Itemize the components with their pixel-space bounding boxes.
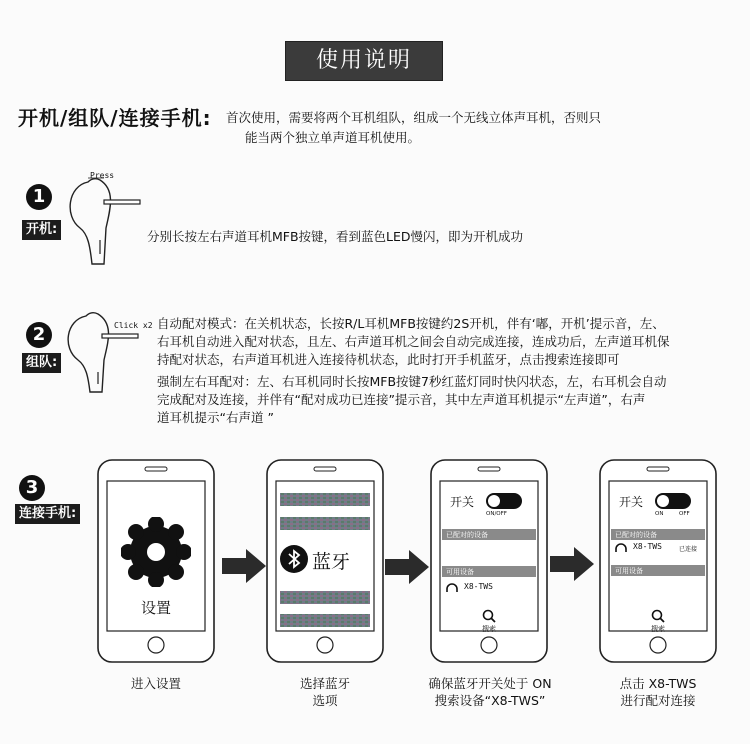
- device-item[interactable]: X8-TWS: [633, 542, 662, 551]
- arrow-right-icon: [385, 550, 429, 584]
- bluetooth-toggle[interactable]: [655, 493, 691, 509]
- step-2-label: 组队:: [22, 353, 61, 373]
- headphone-icon: [614, 543, 628, 553]
- step-2-line-2: 右耳机自动进入配对状态，且左、右声道耳机之间会自动完成连接，连成功后，左声道耳机保: [157, 334, 670, 349]
- toggle-caption: ON/OFF: [486, 511, 507, 517]
- phone-bluetooth: [266, 459, 384, 663]
- page-title: 使用说明: [285, 41, 443, 81]
- step-2-line-1: 自动配对模式：在关机状态，长按R/L耳机MFB按键约2S开机，伴有‘嘟，开机’提示音，左、: [157, 316, 665, 331]
- section-heading: 开机/组队/连接手机:: [18, 106, 212, 130]
- phone-settings: [97, 459, 215, 663]
- bluetooth-icon[interactable]: [280, 545, 308, 573]
- arrow-right-icon: [222, 549, 266, 583]
- connected-status: 已连接: [679, 546, 698, 553]
- gear-icon[interactable]: [121, 517, 191, 587]
- step-3-label: 连接手机:: [15, 504, 80, 524]
- phone-bt-connected: [599, 459, 717, 663]
- search-icon[interactable]: [482, 609, 496, 623]
- press-tag: Press: [90, 171, 115, 180]
- intro-line-2: 能当两个独立单声道耳机使用。: [245, 130, 421, 145]
- search-icon[interactable]: [651, 609, 665, 623]
- step-2-line-4: 强制左右耳配对：左、右耳机同时长按MFB按键7秒红蓝灯同时快闪状态，左，右耳机会自动: [157, 374, 667, 389]
- headphone-icon: [445, 583, 459, 593]
- device-item[interactable]: X8-TWS: [464, 582, 493, 591]
- toggle-on-label: ON: [655, 511, 664, 517]
- switch-label: 开关: [619, 495, 644, 509]
- bluetooth-label: 蓝牙: [312, 551, 351, 573]
- step-2-line-6: 道耳机提示“右声道 ”: [157, 410, 274, 425]
- toggle-off-label: OFF: [679, 511, 690, 517]
- arrow-right-icon: [550, 547, 594, 581]
- step-1-number: 1: [26, 184, 52, 210]
- step-1-text: 分别长按左右声道耳机MFB按键，看到蓝色LED慢闪，即为开机成功: [147, 229, 524, 244]
- caption-1: 进入设置: [130, 676, 181, 691]
- step-2-line-3: 持配对状态，右声道耳机进入连接待机状态，此时打开手机蓝牙，点击搜索连接即可: [157, 352, 620, 367]
- caption-2: 选择蓝牙 选项: [299, 676, 350, 708]
- earbud-press-illustration: [60, 166, 150, 276]
- settings-label: 设置: [140, 599, 171, 617]
- step-3-number: 3: [19, 475, 45, 501]
- step-1-label: 开机:: [22, 220, 61, 240]
- intro-line-1: 首次使用，需要将两个耳机组队，组成一个无线立体声耳机，否则只: [226, 110, 602, 125]
- click-tag: Click x2: [114, 321, 153, 330]
- available-header: 可用设备: [446, 568, 474, 576]
- paired-header: 已配对的设备: [446, 531, 488, 539]
- search-label: 搜索: [651, 625, 665, 633]
- step-2-line-5: 完成配对及连接，并伴有“配对成功已连接”提示音，其中左声道耳机提示“左声道”，右声: [157, 392, 646, 407]
- search-label: 搜索: [482, 625, 496, 633]
- bluetooth-toggle[interactable]: [486, 493, 522, 509]
- switch-label: 开关: [450, 495, 475, 509]
- phone-bt-search: [430, 459, 548, 663]
- paired-header: 已配对的设备: [615, 531, 657, 539]
- caption-3: 确保蓝牙开关处于 ON 搜索设备“X8-TWS”: [428, 676, 552, 708]
- caption-4: 点击 X8-TWS 进行配对连接: [619, 676, 697, 708]
- earbud-click-illustration: [60, 302, 150, 402]
- step-2-number: 2: [26, 322, 52, 348]
- available-header: 可用设备: [615, 567, 643, 575]
